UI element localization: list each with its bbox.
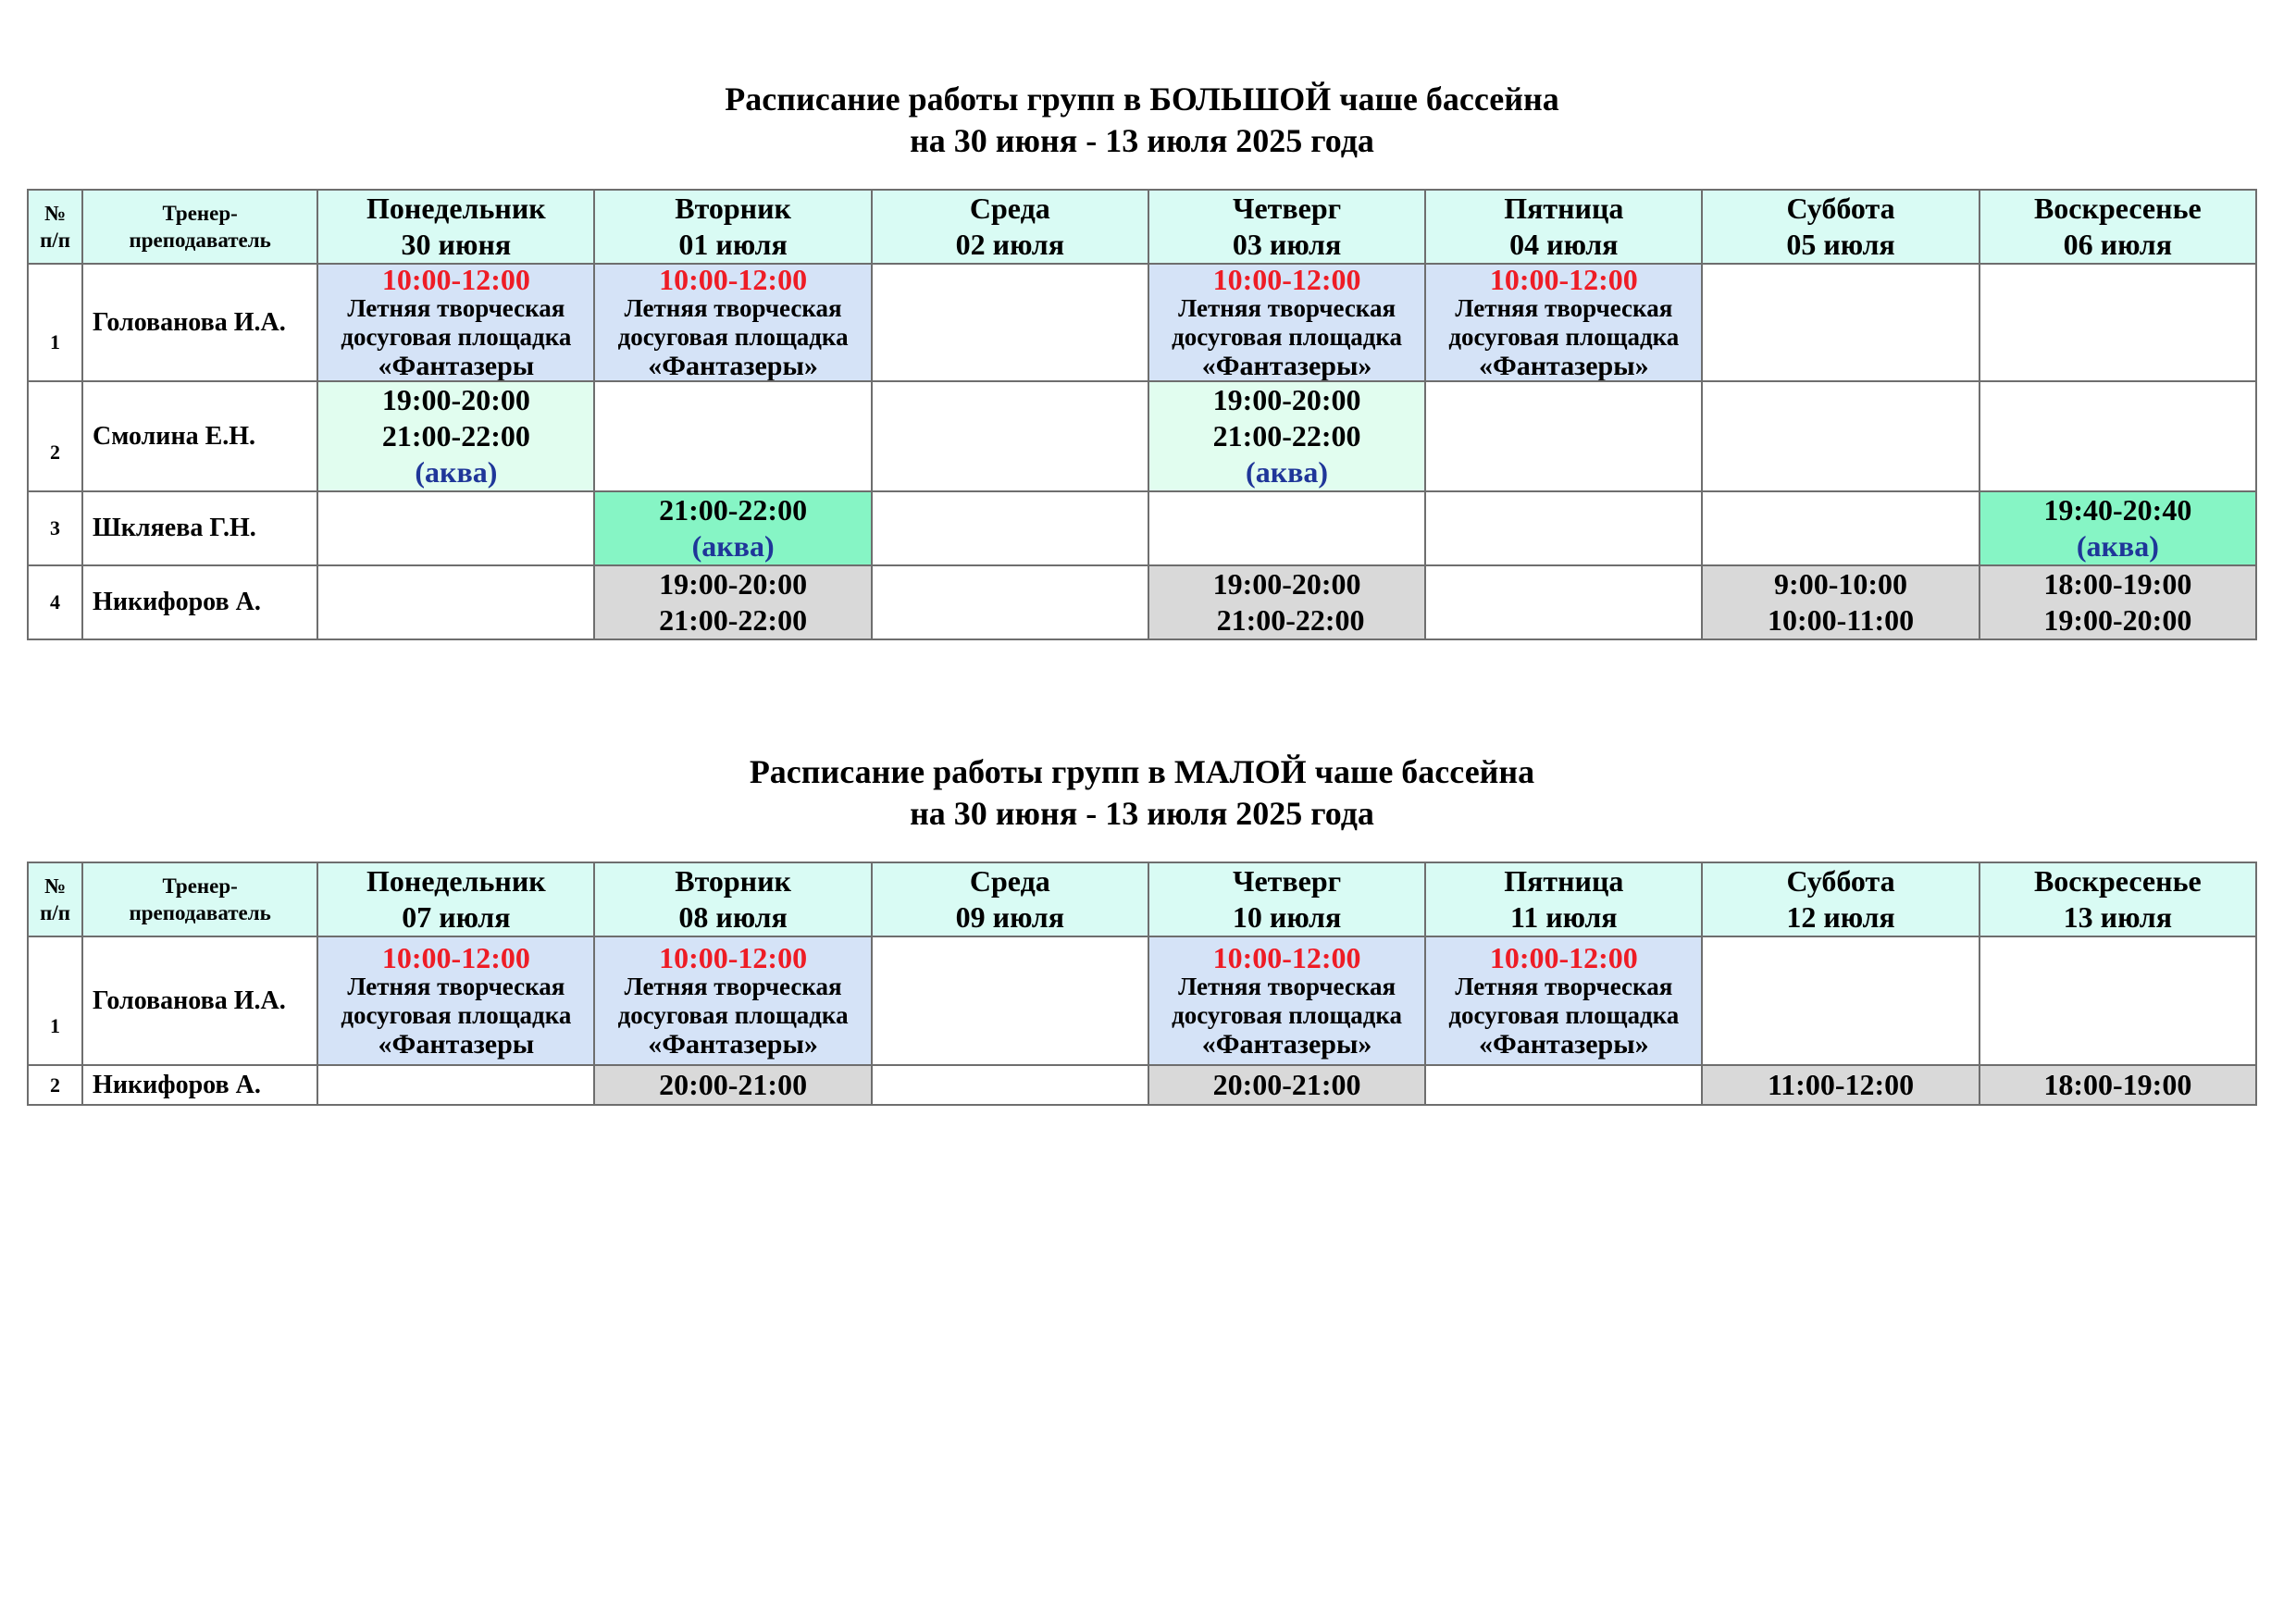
schedule-cell (594, 264, 871, 381)
day-name: Пятница (1504, 192, 1624, 225)
day-date: 11 июля (1510, 900, 1618, 934)
day-header-cell (1702, 862, 1979, 936)
activity-name-line: досуговая площадка (1172, 323, 1403, 351)
trainer-name: Смолина Е.Н. (82, 381, 317, 491)
schedule-cell (317, 264, 594, 381)
aqua-label: (аква) (691, 529, 775, 563)
table-row (28, 264, 2256, 381)
activity-name-line: досуговая площадка (617, 1001, 849, 1029)
trainer-name: Никифоров А. (82, 565, 317, 639)
day-date: 01 июля (678, 228, 788, 261)
schedule-cell (1702, 264, 1979, 381)
activity-name-line: Летняя творческая (1455, 294, 1673, 322)
activity-name-line: «Фантазеры (378, 1029, 535, 1060)
session-time: 21:00-22:00 (1212, 419, 1361, 452)
activity-name-line: «Фантазеры» (648, 1029, 818, 1060)
schedule-cell (872, 936, 1148, 1065)
aqua-label: (аква) (415, 455, 498, 489)
session-time: 10:00-12:00 (1212, 941, 1361, 974)
activity-name-line: «Фантазеры» (1478, 1029, 1649, 1060)
header-trainer-cell (82, 862, 317, 936)
schedule-cell (1702, 1065, 1979, 1105)
day-header-cell (1148, 862, 1425, 936)
activity-name-line: досуговая площадка (1448, 1001, 1680, 1029)
session-time: 11:00-12:00 (1767, 1068, 1915, 1101)
schedule-title-line-1: Расписание работы групп в МАЛОЙ чаше бассейна (749, 753, 1535, 790)
day-name: Четверг (1232, 864, 1342, 898)
day-header-cell (872, 190, 1148, 264)
day-name: Суббота (1786, 864, 1895, 898)
day-name: Среда (969, 192, 1050, 225)
table-row (28, 1065, 2256, 1105)
schedule-cell (1980, 491, 2256, 565)
session-time: 19:00-20:00 (2043, 603, 2192, 637)
session-time: 21:00-22:00 (659, 493, 808, 527)
activity-name-line: «Фантазеры» (1201, 351, 1372, 381)
schedule-cell (1702, 491, 1979, 565)
schedule-cell (872, 264, 1148, 381)
header-num-symbol: № (43, 202, 67, 225)
session-time: 10:00-12:00 (1212, 264, 1361, 296)
row-number: 2 (28, 381, 82, 491)
schedule-title (27, 751, 2257, 835)
schedule-cell (1148, 936, 1425, 1065)
day-name: Среда (969, 864, 1050, 898)
day-header-cell (594, 190, 871, 264)
schedule-cell (1980, 936, 2256, 1065)
aqua-label: (аква) (2076, 529, 2159, 563)
header-num-label: п/п (40, 229, 70, 252)
day-name: Вторник (675, 192, 791, 225)
schedule-cell (317, 381, 594, 491)
row-number: 1 (28, 264, 82, 381)
schedule-cell (1148, 381, 1425, 491)
schedule-cell (594, 936, 871, 1065)
day-header-cell (872, 862, 1148, 936)
header-trainer-line-1: Тренер- (162, 874, 238, 898)
schedule-cell (872, 381, 1148, 491)
schedule-table (27, 862, 2257, 1106)
activity-name-line: досуговая площадка (341, 323, 572, 351)
schedule-cell (317, 565, 594, 639)
day-date: 04 июля (1509, 228, 1619, 261)
session-time: 21:00-22:00 (1209, 603, 1365, 637)
schedule-cell (594, 565, 871, 639)
schedule-cell (1148, 264, 1425, 381)
day-name: Воскресенье (2033, 864, 2202, 898)
session-time: 10:00-11:00 (1767, 603, 1915, 637)
header-trainer-line-2: преподаватель (129, 229, 271, 252)
day-date: 07 июля (402, 900, 511, 934)
day-header-cell (1980, 190, 2256, 264)
schedule-cell (872, 1065, 1148, 1105)
schedule-cell (872, 565, 1148, 639)
schedule-title-line-2: на 30 июня - 13 июля 2025 года (910, 795, 1374, 832)
session-time: 19:00-20:00 (1212, 383, 1361, 416)
activity-name-line: Летняя творческая (347, 294, 565, 322)
session-time: 20:00-21:00 (1212, 1068, 1361, 1101)
day-date: 06 июля (2063, 228, 2172, 261)
day-name: Понедельник (366, 864, 546, 898)
activity-name-line: Летняя творческая (624, 973, 842, 1000)
activity-name-line: «Фантазеры» (1201, 1029, 1372, 1060)
header-row (28, 190, 2256, 264)
activity-name-line: досуговая площадка (1448, 323, 1680, 351)
day-date: 13 июля (2063, 900, 2172, 934)
day-name: Понедельник (366, 192, 546, 225)
row-number: 1 (28, 936, 82, 1065)
big-pool-schedule (27, 79, 2257, 640)
session-time: 10:00-12:00 (659, 941, 808, 974)
schedule-cell (1702, 565, 1979, 639)
row-number: 3 (28, 491, 82, 565)
day-date: 10 июля (1232, 900, 1342, 934)
session-time: 19:00-20:00 (1212, 567, 1361, 601)
activity-name-line: «Фантазеры (378, 351, 535, 381)
header-num-cell (28, 862, 82, 936)
day-header-cell (1702, 190, 1979, 264)
schedule-cell (1425, 936, 1702, 1065)
day-header-cell (594, 862, 871, 936)
schedule-cell (1980, 1065, 2256, 1105)
header-num-symbol: № (43, 874, 67, 898)
header-trainer-line-2: преподаватель (129, 901, 271, 924)
schedule-cell (317, 491, 594, 565)
aqua-label: (аква) (1246, 455, 1329, 489)
small-pool-schedule (27, 751, 2257, 1106)
session-time: 19:00-20:00 (659, 567, 808, 601)
schedule-cell (1980, 565, 2256, 639)
schedule-cell (1148, 565, 1425, 639)
trainer-name: Голованова И.А. (82, 936, 317, 1065)
session-time: 19:40-20:40 (2043, 493, 2192, 527)
day-date: 02 июля (955, 228, 1065, 261)
schedule-cell (1425, 381, 1702, 491)
day-date: 08 июля (678, 900, 788, 934)
schedule-cell (1425, 565, 1702, 639)
schedule-cell (317, 1065, 594, 1105)
day-header-cell (317, 190, 594, 264)
session-time: 21:00-22:00 (381, 419, 530, 452)
day-name: Вторник (675, 864, 791, 898)
trainer-name: Никифоров А. (82, 1065, 317, 1105)
activity-name-line: «Фантазеры» (1478, 351, 1649, 381)
schedule-cell (1702, 381, 1979, 491)
schedule-title-line-1: Расписание работы групп в БОЛЬШОЙ чаше бассейна (725, 81, 1559, 118)
day-header-cell (1148, 190, 1425, 264)
schedule-cell (1980, 264, 2256, 381)
schedule-cell (594, 1065, 871, 1105)
header-trainer-cell (82, 190, 317, 264)
schedule-cell (1980, 381, 2256, 491)
row-number: 2 (28, 1065, 82, 1105)
schedule-cell (1425, 264, 1702, 381)
day-name: Суббота (1786, 192, 1895, 225)
schedule-cell (1702, 936, 1979, 1065)
day-date: 09 июля (955, 900, 1065, 934)
schedule-table (27, 189, 2257, 640)
table-row (28, 565, 2256, 639)
day-date: 30 июня (401, 228, 512, 261)
schedule-title (27, 79, 2257, 162)
session-time: 18:00-19:00 (2043, 1068, 2192, 1101)
day-header-cell (317, 862, 594, 936)
activity-name-line: Летняя творческая (624, 294, 842, 322)
session-time: 10:00-12:00 (381, 941, 530, 974)
day-date: 12 июля (1786, 900, 1895, 934)
table-row (28, 936, 2256, 1065)
schedule-cell (317, 936, 594, 1065)
table-row (28, 491, 2256, 565)
day-header-cell (1980, 862, 2256, 936)
trainer-name: Шкляева Г.Н. (82, 491, 317, 565)
header-num-label: п/п (40, 901, 70, 924)
activity-name-line: Летняя творческая (347, 973, 565, 1000)
schedule-cell (872, 491, 1148, 565)
day-date: 03 июля (1232, 228, 1342, 261)
activity-name-line: Летняя творческая (1178, 973, 1396, 1000)
activity-name-line: «Фантазеры» (648, 351, 818, 381)
session-time: 18:00-19:00 (2043, 567, 2192, 601)
day-date: 05 июля (1786, 228, 1895, 261)
header-trainer-line-1: Тренер- (162, 202, 238, 225)
session-time: 9:00-10:00 (1774, 567, 1908, 601)
session-time: 20:00-21:00 (659, 1068, 808, 1101)
schedule-cell (1425, 1065, 1702, 1105)
session-time: 10:00-12:00 (381, 264, 530, 296)
schedule-cell (1425, 491, 1702, 565)
day-header-cell (1425, 862, 1702, 936)
schedule-title-line-2: на 30 июня - 13 июля 2025 года (910, 122, 1374, 159)
session-time: 19:00-20:00 (381, 383, 530, 416)
activity-name-line: Летняя творческая (1178, 294, 1396, 322)
session-time: 10:00-12:00 (1489, 264, 1638, 296)
header-num-cell (28, 190, 82, 264)
schedule-cell (594, 381, 871, 491)
row-number: 4 (28, 565, 82, 639)
table-row (28, 381, 2256, 491)
day-name: Четверг (1232, 192, 1342, 225)
activity-name-line: досуговая площадка (617, 323, 849, 351)
session-time: 10:00-12:00 (1489, 941, 1638, 974)
activity-name-line: досуговая площадка (1172, 1001, 1403, 1029)
day-name: Пятница (1504, 864, 1624, 898)
session-time: 10:00-12:00 (659, 264, 808, 296)
schedule-cell (1148, 491, 1425, 565)
session-time: 21:00-22:00 (659, 603, 808, 637)
trainer-name: Голованова И.А. (82, 264, 317, 381)
schedule-cell (594, 491, 871, 565)
schedule-cell (1148, 1065, 1425, 1105)
activity-name-line: досуговая площадка (341, 1001, 572, 1029)
activity-name-line: Летняя творческая (1455, 973, 1673, 1000)
header-row (28, 862, 2256, 936)
day-name: Воскресенье (2033, 192, 2202, 225)
day-header-cell (1425, 190, 1702, 264)
